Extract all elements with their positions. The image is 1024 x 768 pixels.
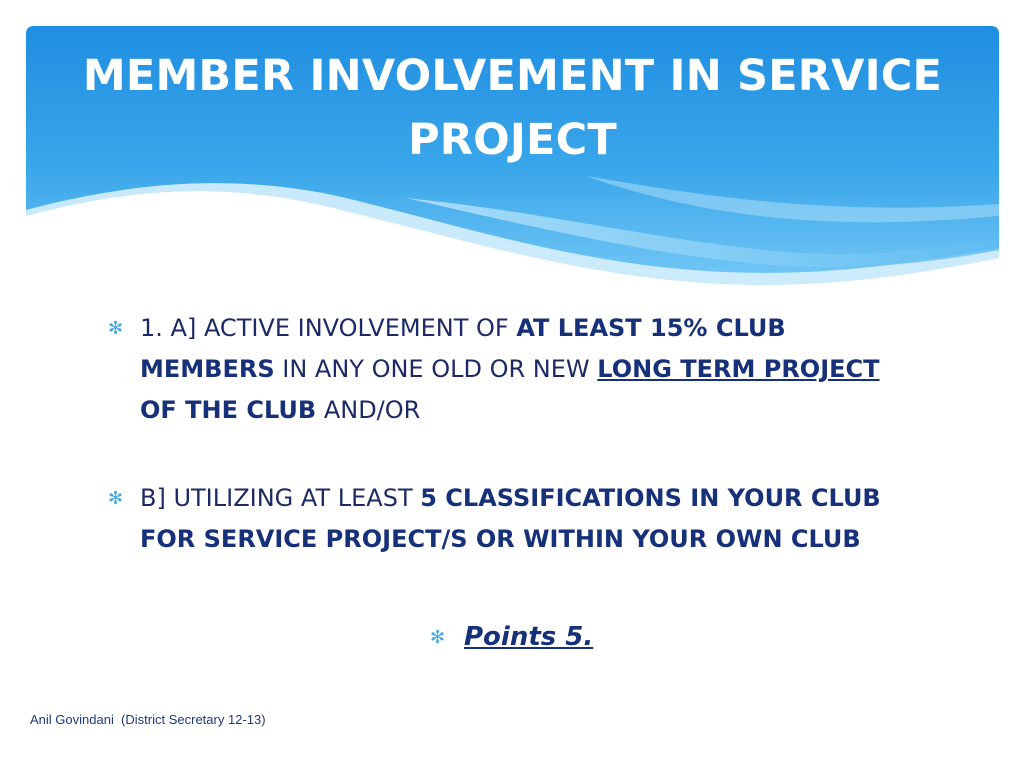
bullet-1-text-f: AND/OR (316, 396, 421, 424)
points-line (430, 617, 593, 658)
asterisk-bullet-icon: ✻ (108, 318, 124, 339)
footer-author: Anil Govindani (District Secretary 12-13) (30, 712, 266, 727)
bullet-item-1 (108, 308, 908, 431)
bullet-1-text-a: 1. A] ACTIVE INVOLVEMENT OF (140, 314, 517, 342)
bullet-1-text-c: IN ANY ONE OLD OR NEW (274, 355, 598, 383)
bullet-1-text-e: OF THE CLUB (140, 396, 317, 424)
bullet-1-text-d: LONG TERM PROJECT (597, 355, 880, 383)
bullet-2-text-b: 5 CLASSIFICATIONS IN YOUR CLUB FOR SERVICE PROJECT/S OR WITHIN YOUR OWN CLUB (140, 484, 881, 553)
bullet-list (108, 308, 908, 560)
bullet-2-text-a: B] UTILIZING AT LEAST (140, 484, 421, 512)
asterisk-bullet-icon: ✻ (430, 627, 446, 648)
bullet-1-text-b: AT LEAST 15% CLUB MEMBERS (140, 314, 786, 383)
bullet-item-2 (108, 478, 908, 560)
asterisk-bullet-icon: ✻ (108, 488, 124, 509)
slide-title: MEMBER INVOLVEMENT IN SERVICE PROJECT (82, 51, 943, 165)
points-text: Points 5. (464, 622, 594, 652)
